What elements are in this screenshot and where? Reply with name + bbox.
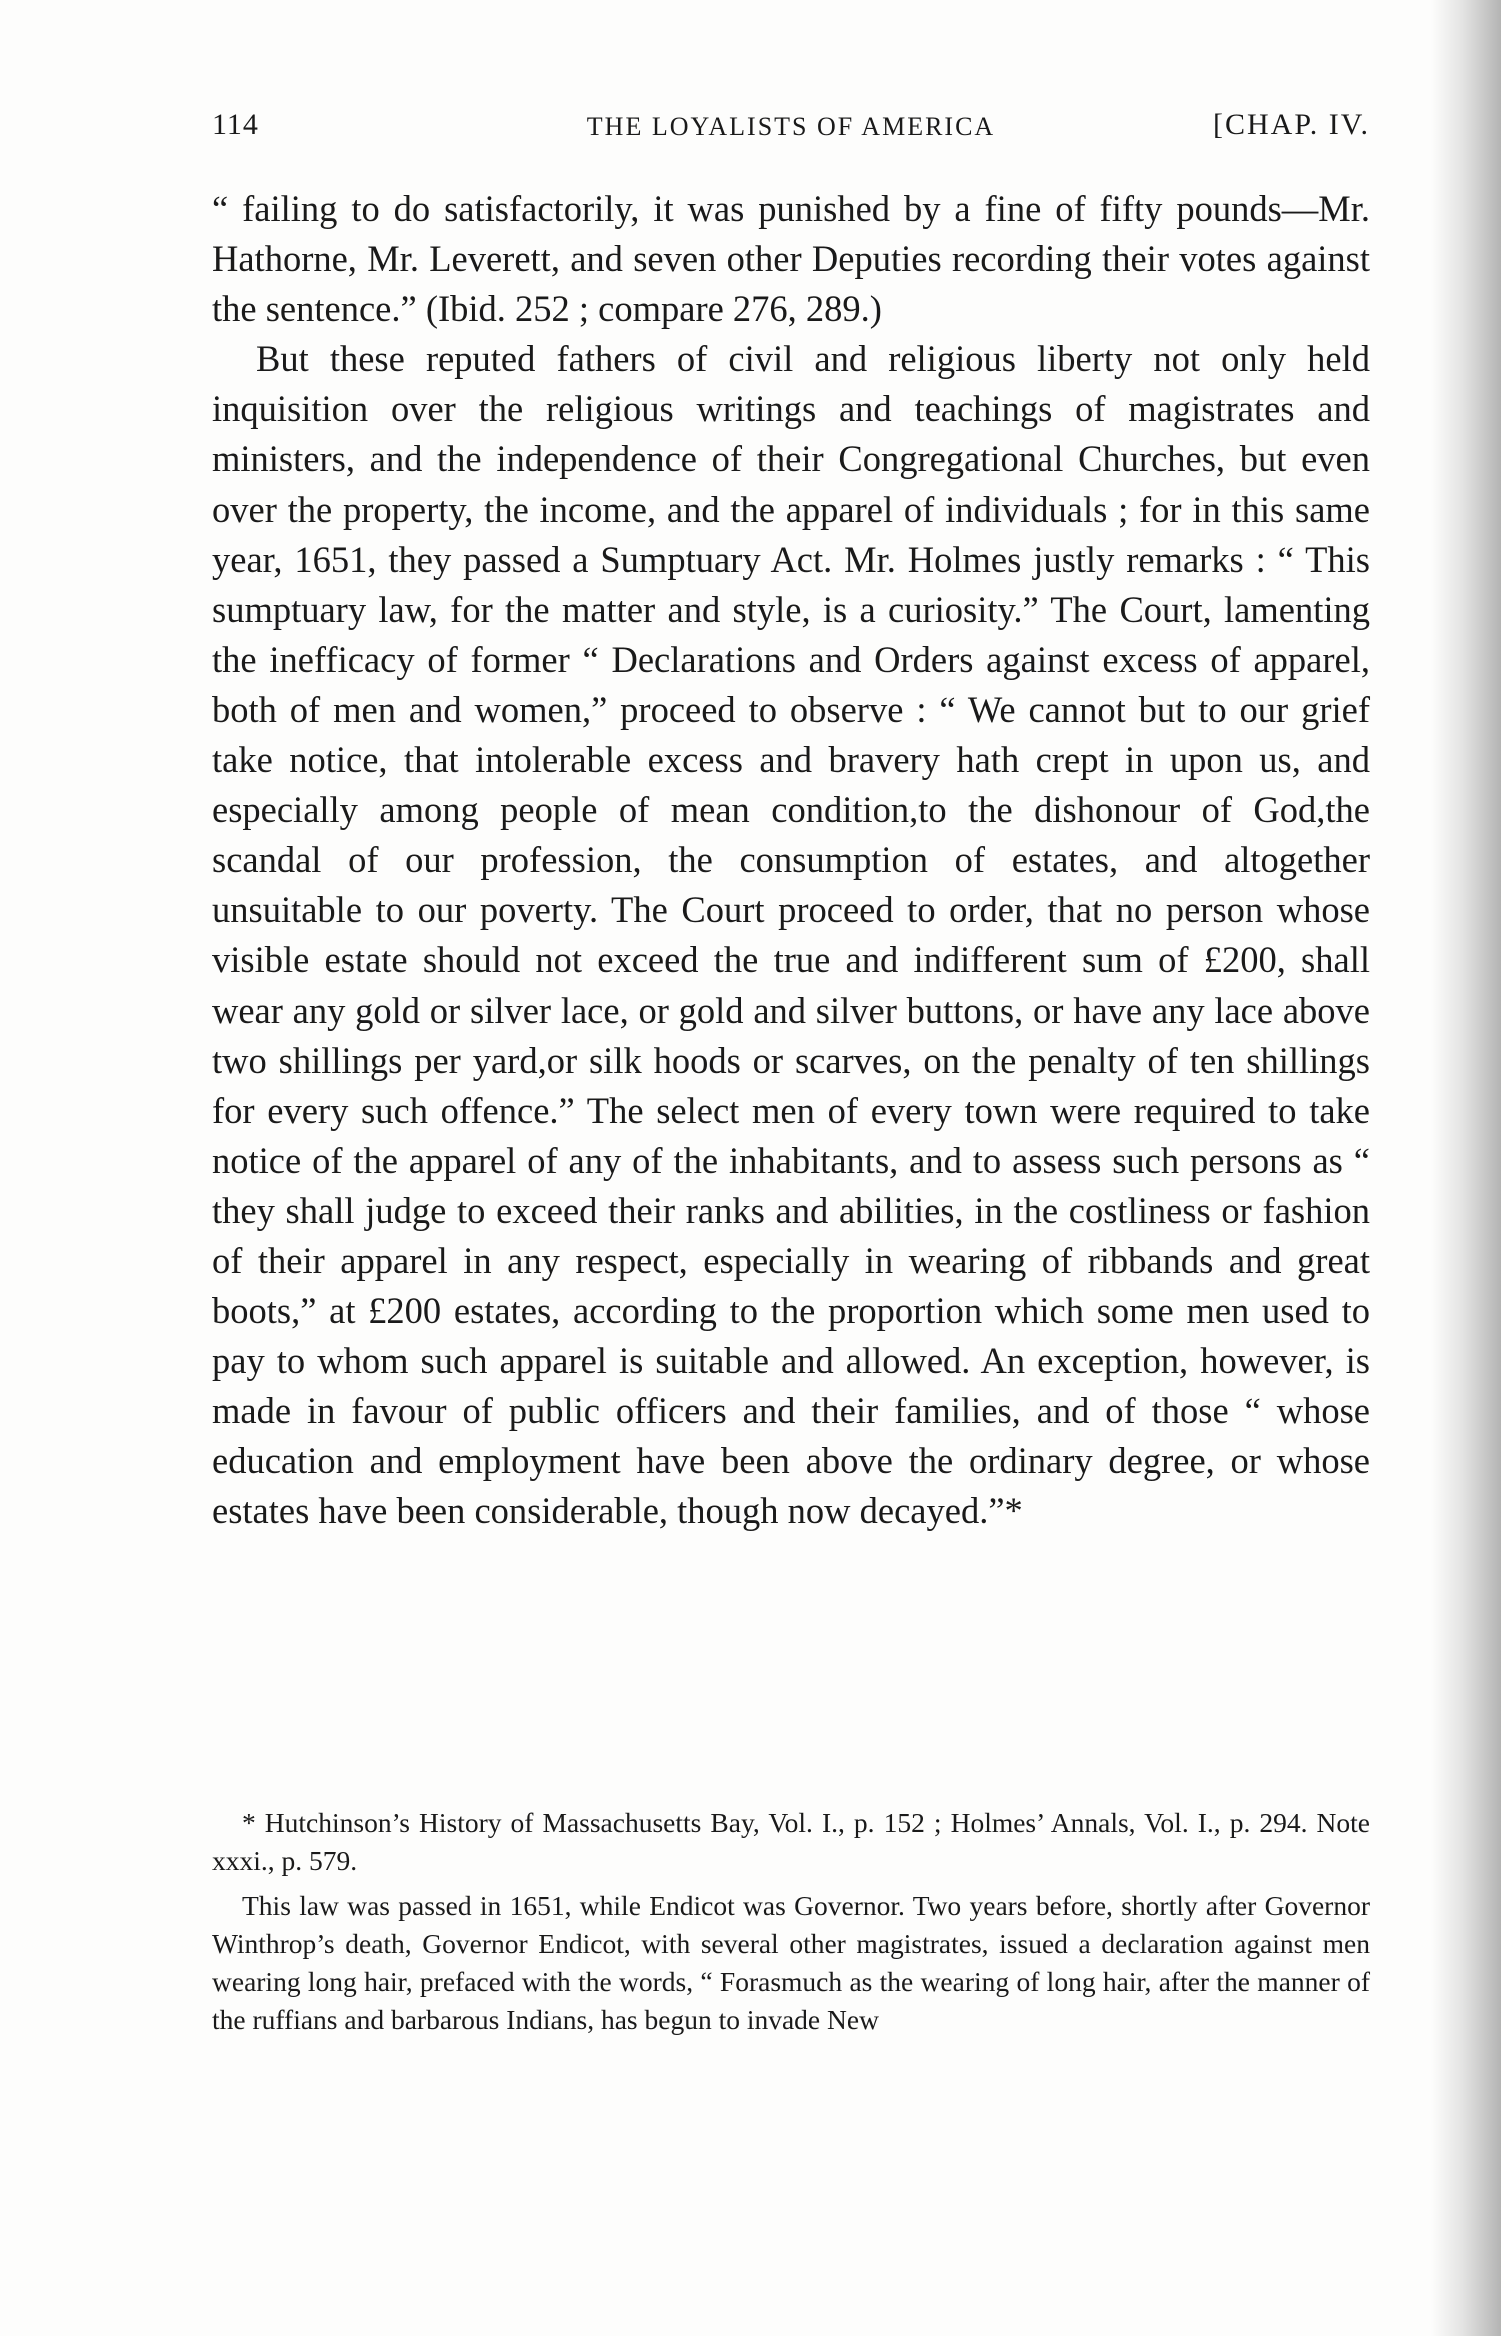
footnotes [212, 1804, 1370, 2039]
footnote-2: This law was passed in 1651, while Endicot was Governor. Two years before, shortly after Governor Winthrop’s death, Governor Endicot, with several other magistrates, issued a declaration against men wearing long hair, prefaced with the words, “ Forasmuch as the wearing of long hair, after the manner of the ruffians and barbarous Indians, has begun to invade New [212, 1890, 1370, 2035]
footnote-1: * Hutchinson’s History of Massachusetts Bay, Vol. I., p. 152 ; Holmes’ Annals, Vol. I., p. 294. Note xxxi., p. 579. [212, 1807, 1370, 1876]
body-paragraph-1: “ failing to do satisfactorily, it was punished by a fine of fifty pounds—Mr. Hathorne, Mr. Leverett, and seven other Deputies recording their votes against the sentence.” (Ibid. 252 ; compare 276, 289.) [212, 188, 1370, 330]
chapter-reference: [CHAP. IV. [1213, 108, 1370, 141]
running-header [212, 108, 1370, 152]
body-paragraph-2: But these reputed fathers of civil and religious liberty not only held inquisition over the religious writings and teachings of magistrates and ministers, and the independence of their Congregational Churches, but even over the property, the income, and the apparel of individuals ; for in this same year, 1651, they passed a Sumptuary Act. Mr. Holmes justly remarks : “ This sumptuary law, for the matter and style, is a curiosity.” The Court, lamenting the inefficacy of former “ Declarations and Orders against excess of apparel, both of men and women,” proceed to observe : “ We cannot but to our grief take notice, that intolerable excess and bravery hath crept in upon us, and especially among people of mean condition,to the dishonour of God,the scandal of our profession, the consumption of estates, and altogether unsuitable to our poverty. The Court proceed to order, that no person whose visible estate should not exceed the true and indifferent sum of £200, shall wear any gold or silver lace, or gold and silver buttons, or have any lace above two shillings per yard,or silk hoods or scarves, on the penalty of ten shillings for every such offence.” The select men of every town were required to take notice of the apparel of any of the inhabitants, and to assess such persons as “ they shall judge to exceed their ranks and abilities, in the costliness or fashion of their apparel in any respect, especially in wearing of ribbands and great boots,” at £200 estates, according to the proportion which some men used to pay to whom such apparel is suitable and allowed. An exception, however, is made in favour of public officers and their families, and of those “ whose education and employment have been above the ordinary degree, or whose estates have been considerable, though now decayed.”* [212, 338, 1370, 1532]
page-edge-shadow [1431, 0, 1501, 2336]
running-title: THE LOYALISTS OF AMERICA [586, 112, 996, 141]
main-text [212, 184, 1370, 1537]
page-number: 114 [212, 108, 259, 141]
